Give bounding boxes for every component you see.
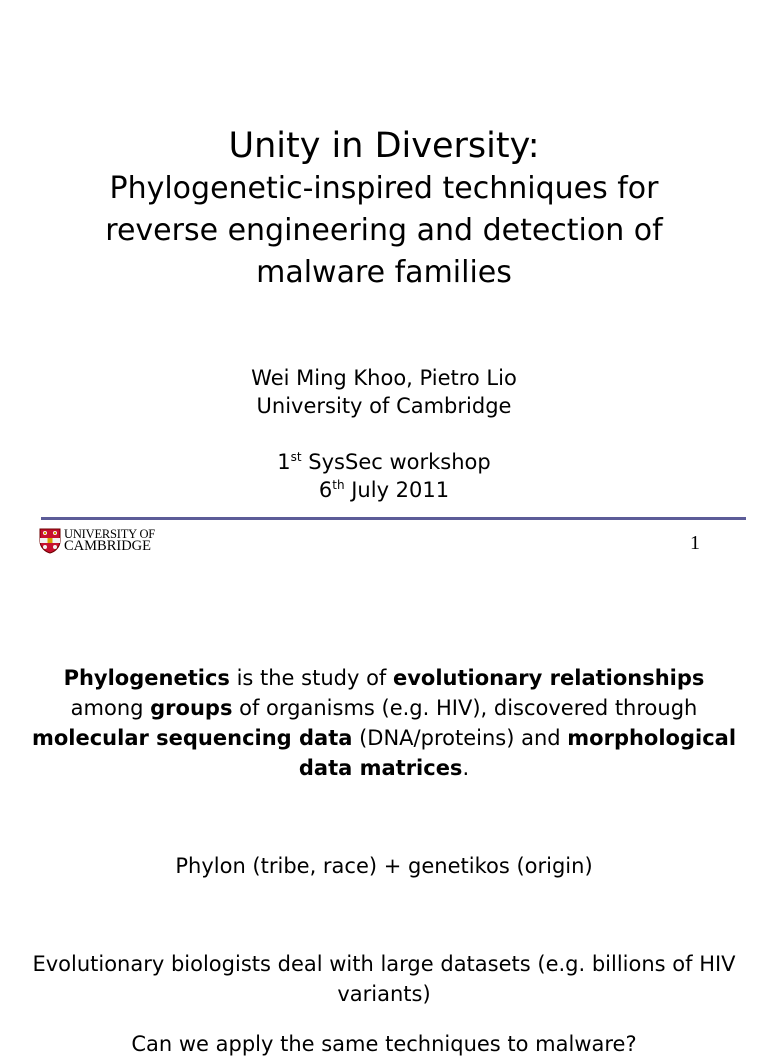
bold-term: groups <box>150 696 233 720</box>
workshop-number: 1 <box>277 450 291 474</box>
etymology-text: Phylon (tribe, race) + genetikos (origin) <box>175 854 593 878</box>
event-block <box>0 448 768 504</box>
slide-title: Unity in Diversity: <box>228 126 540 166</box>
bold-term: Phylogenetics <box>63 666 230 690</box>
logo-text-line2: CAMBRIDGE <box>64 538 152 554</box>
date-line <box>0 476 768 504</box>
shield-icon <box>39 528 61 554</box>
date-rest: July 2011 <box>351 478 450 502</box>
page-number: 1 <box>690 532 700 554</box>
workshop-label: SysSec workshop <box>308 450 491 474</box>
text-run: . <box>462 756 470 780</box>
text-run: of organisms (e.g. HIV), discovered through <box>232 696 698 720</box>
footer-rule <box>41 517 746 520</box>
slide-2 <box>0 560 768 1056</box>
bold-term: morphological data matrices <box>298 726 737 780</box>
text-run: among <box>70 696 151 720</box>
question-text: Can we apply the same techniques to malware? <box>131 1032 637 1056</box>
text-run: (DNA/proteins) and <box>352 726 568 750</box>
cambridge-logo <box>39 528 179 556</box>
workshop-line <box>0 448 768 476</box>
workshop-suffix: st <box>290 450 302 464</box>
date-day: 6 <box>318 478 333 502</box>
phylogenetics-definition <box>24 663 744 783</box>
text-run: is the study of <box>229 666 393 690</box>
date-suffix: th <box>332 478 345 492</box>
datasets-text: Evolutionary biologists deal with large datasets (e.g. billions of HIV variants) <box>32 952 736 1006</box>
affiliation: University of Cambridge <box>256 394 512 418</box>
author-block <box>0 364 768 420</box>
authors: Wei Ming Khoo, Pietro Lio <box>251 366 517 390</box>
logo-text-line1: UNIVERSITY OF <box>64 527 156 541</box>
bold-term: evolutionary relationships <box>393 666 705 690</box>
slide-subtitle: Phylogenetic-inspired techniques for reverse engineering and detection of malware families <box>105 171 663 290</box>
bold-term: molecular sequencing data <box>31 726 353 750</box>
